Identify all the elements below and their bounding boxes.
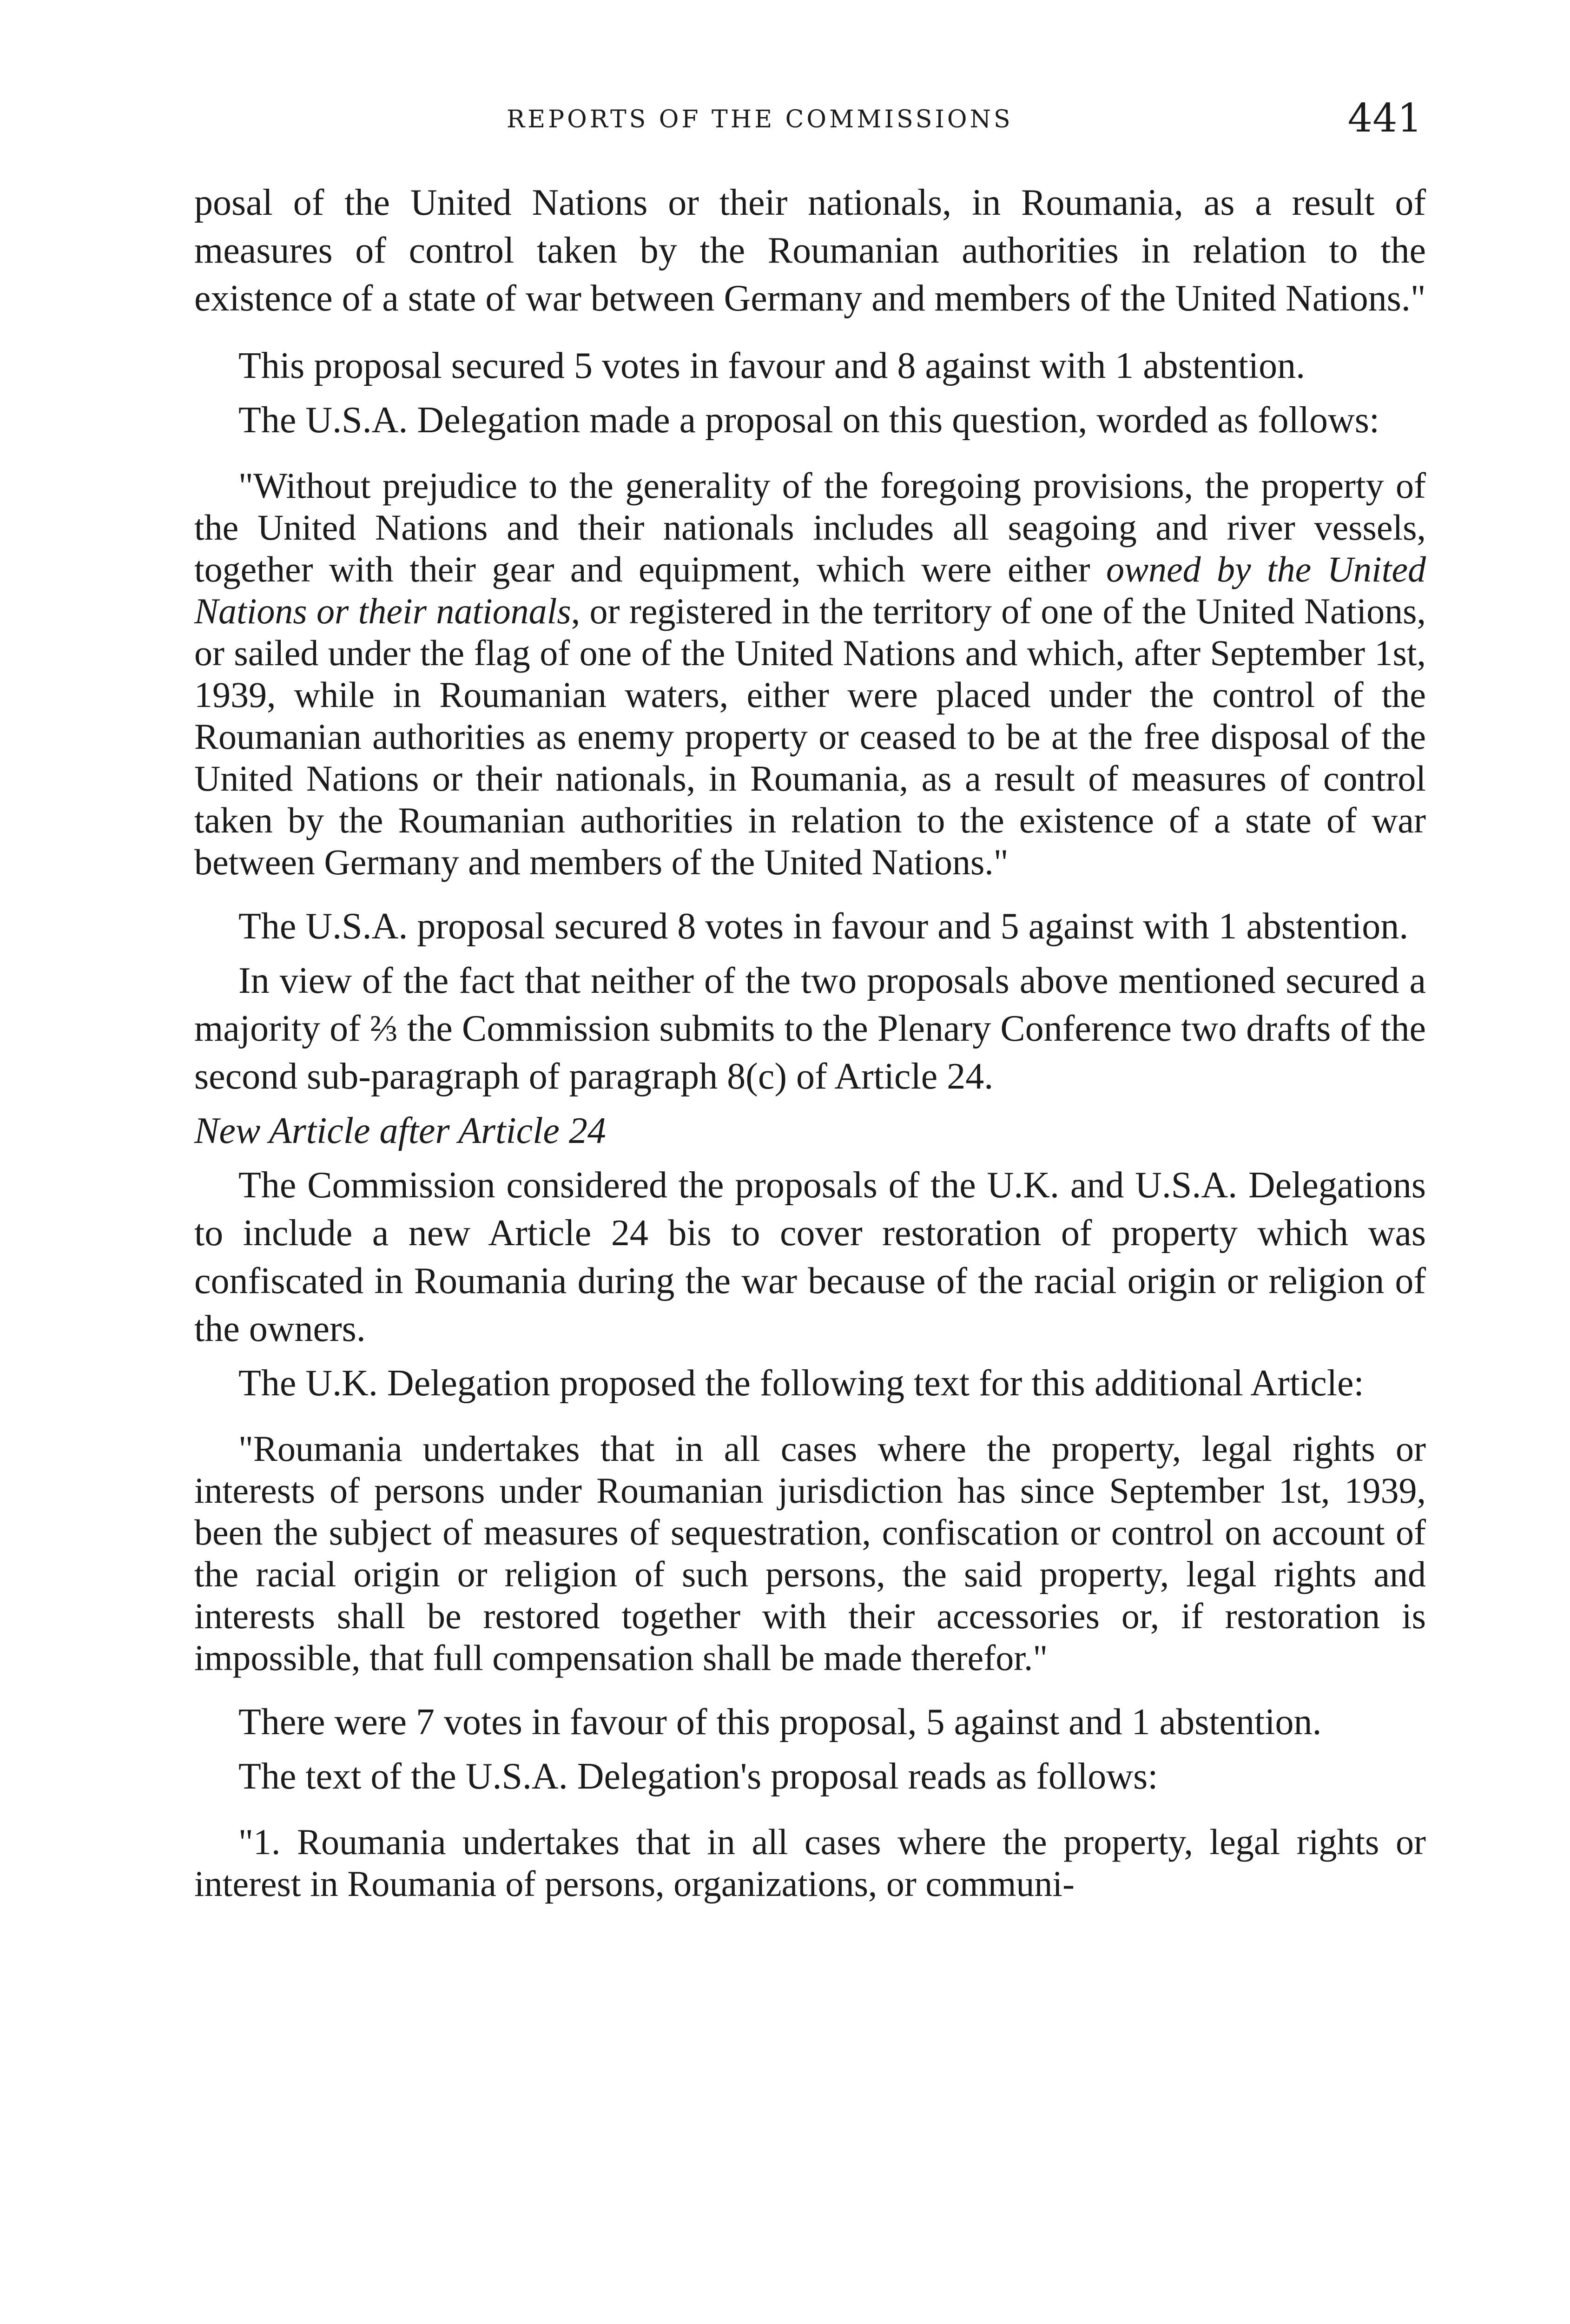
page-header: [195, 95, 1422, 146]
paragraph-uk-proposal-intro: The U.K. Delegation proposed the following text for this additional Article:: [238, 1363, 1364, 1404]
quoted-uk-proposal: "Roumania undertakes that in all cases where the property, legal rights or interests of persons under Roumanian jurisdiction has since September 1st, 1939, been the subject of measures of sequestration, confiscation or control on account of the racial origin or religion of such persons, the said property, legal rights and interests shall be restored together with their accessories or, if restoration is impossible, that full compensation shall be made therefor.": [194, 1428, 1426, 1678]
quoted-usa-article: "1. Roumania undertakes that in all cases where the property, legal rights or interest in Roumania of persons, organizations, or communi-: [194, 1822, 1426, 1904]
quote-text-after: , or registered in the territory of one of the United Nations, or sailed under the flag of one of the United Nations and which, after September 1st, 1939, while in Roumanian waters, either were placed under the control of the Roumanian authorities as enemy property or ceased to be at the free disposal of the United Nations or their nationals, in Roumania, as a result of measures of control taken by the Roumanian authorities in relation to the existence of a state of war between Germany and members of the United Nations.": [194, 591, 1426, 882]
quoted-usa-proposal: [194, 465, 1426, 883]
page-number: 441: [1347, 95, 1422, 141]
paragraph-vote-result-3: There were 7 votes in favour of this proposal, 5 against and 1 abstention.: [238, 1702, 1322, 1743]
section-heading: New Article after Article 24: [194, 1110, 606, 1151]
quote-text-before: "Without prejudice to the generality of the foregoing provisions, the property of the United Nations and their nationals includes all seagoing and river vessels, together with their gear and equipment, which were either: [194, 465, 1426, 589]
paragraph-continuation: posal of the United Nations or their nationals, in Roumania, as a result of measures of control taken by the Roumanian authorities in relation to the existence of a state of war between Germany and members of the United Nations.": [194, 182, 1426, 319]
paragraph-usa-text-intro: The text of the U.S.A. Delegation's proposal reads as follows:: [238, 1756, 1158, 1797]
quote-text-italic: owned by the United Nations or their nationals: [194, 549, 1426, 631]
paragraph-vote-result-1: This proposal secured 5 votes in favour and 8 against with 1 abstention.: [238, 345, 1306, 386]
paragraph-usa-proposal-intro: The U.S.A. Delegation made a proposal on this question, worded as follows:: [238, 400, 1380, 441]
paragraph-commission-submission: In view of the fact that neither of the two proposals above mentioned secured a majority of ⅔ the Commission submits to the Plenary Conference two drafts of the second sub-paragraph of paragraph 8(c) of Article 24.: [194, 960, 1426, 1097]
running-head: REPORTS OF THE COMMISSIONS: [507, 106, 1013, 133]
paragraph-vote-result-2: The U.S.A. proposal secured 8 votes in favour and 5 against with 1 abstention.: [238, 906, 1409, 947]
page-body: [194, 179, 1426, 1905]
paragraph-new-article: The Commission considered the proposals of the U.K. and U.S.A. Delegations to include a new Article 24 bis to cover restoration of property which was confiscated in Roumania during the war because of the racial origin or religion of the owners.: [194, 1165, 1426, 1349]
